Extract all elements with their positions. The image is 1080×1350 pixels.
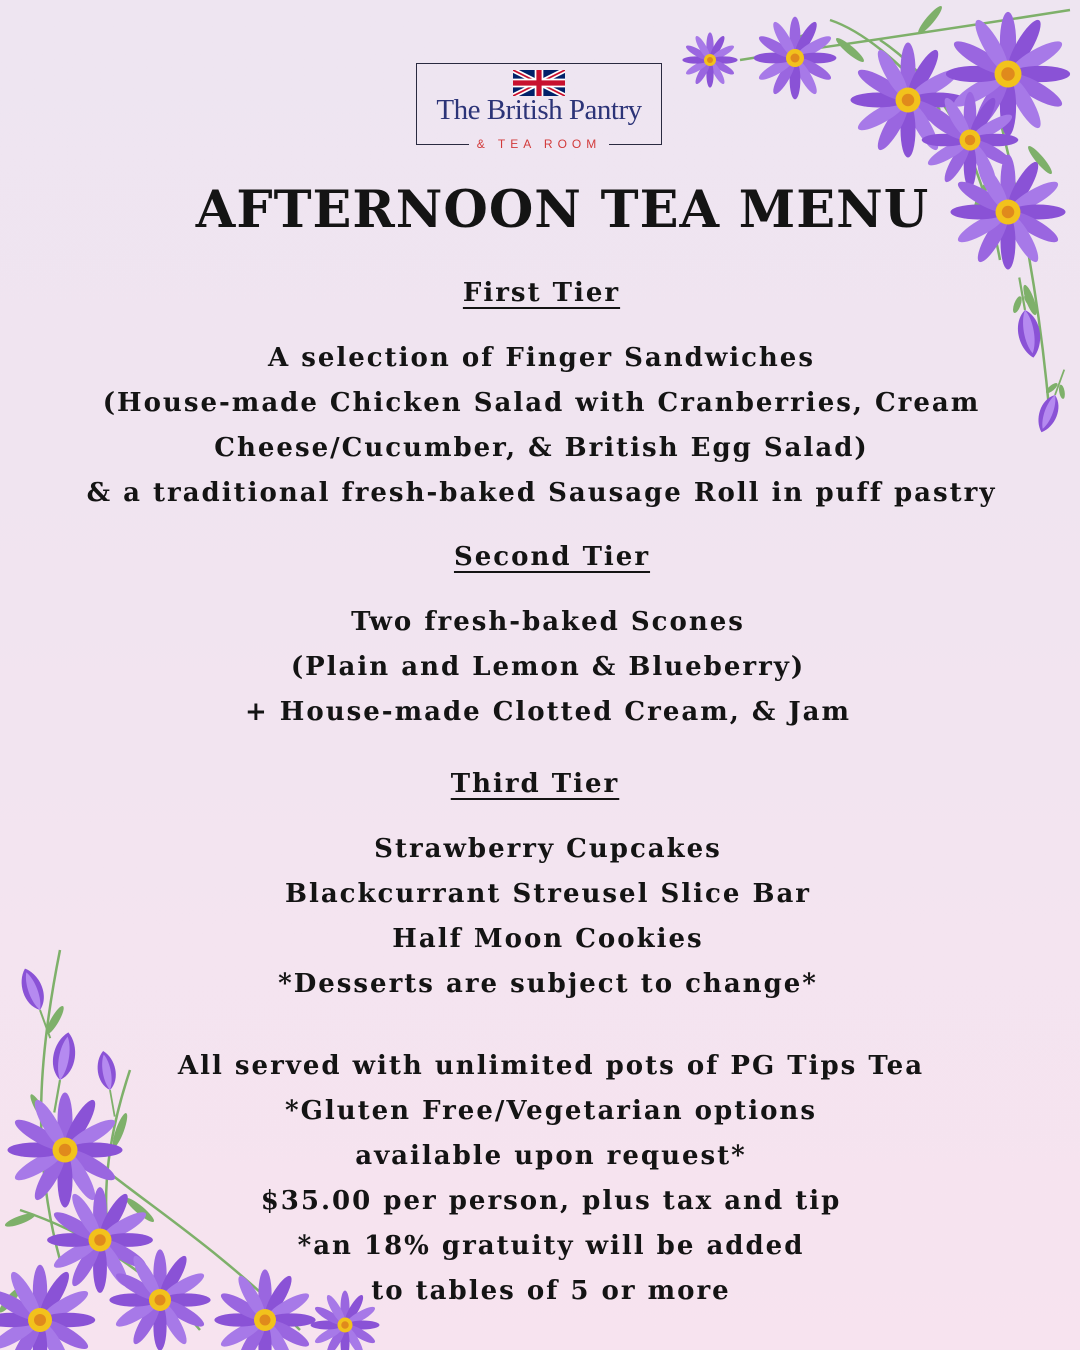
page-title: AFTERNOON TEA MENU [195, 180, 930, 240]
union-jack-flag-icon [513, 70, 565, 96]
menu-line: *Desserts are subject to change* [278, 969, 818, 999]
service-info [0, 1044, 1080, 1314]
menu-line: A selection of Finger Sandwiches [267, 343, 815, 373]
info-line: to tables of 5 or more [371, 1276, 731, 1306]
logo-name: The British Pantry [436, 94, 642, 126]
tier-heading-second: Second Tier [453, 542, 651, 572]
price-line: $35.00 per person, plus tax and tip [260, 1186, 842, 1216]
logo-subtitle: & TEA ROOM [469, 137, 609, 151]
menu-line: Blackcurrant Streusel Slice Bar [284, 879, 811, 909]
menu-line: Cheese/Cucumber, & British Egg Salad) [214, 433, 869, 463]
info-line: *an 18% gratuity will be added [297, 1231, 805, 1261]
menu-line: & a traditional fresh-baked Sausage Roll in puff pastry [86, 478, 997, 508]
menu-line: Strawberry Cupcakes [374, 834, 722, 864]
tier-heading-first: First Tier [462, 278, 621, 308]
brand-logo [416, 63, 662, 151]
menu-line: (Plain and Lemon & Blueberry) [290, 652, 806, 682]
info-line: *Gluten Free/Vegetarian options [285, 1096, 817, 1126]
menu-line: (House-made Chicken Salad with Cranberries, Cream [102, 388, 981, 418]
tier-items-first [0, 336, 1080, 516]
menu-line: Half Moon Cookies [392, 924, 704, 954]
logo-subtitle-wrap [417, 133, 661, 152]
tier-heading-third: Third Tier [450, 769, 620, 799]
tier-items-second [0, 600, 1080, 735]
info-line: available upon request* [355, 1141, 747, 1171]
menu-line: Two fresh-baked Scones [351, 607, 745, 637]
info-line: All served with unlimited pots of PG Tips Tea [177, 1051, 925, 1081]
tier-items-third [0, 827, 1080, 1007]
menu-line: + House-made Clotted Cream, & Jam [244, 697, 852, 727]
